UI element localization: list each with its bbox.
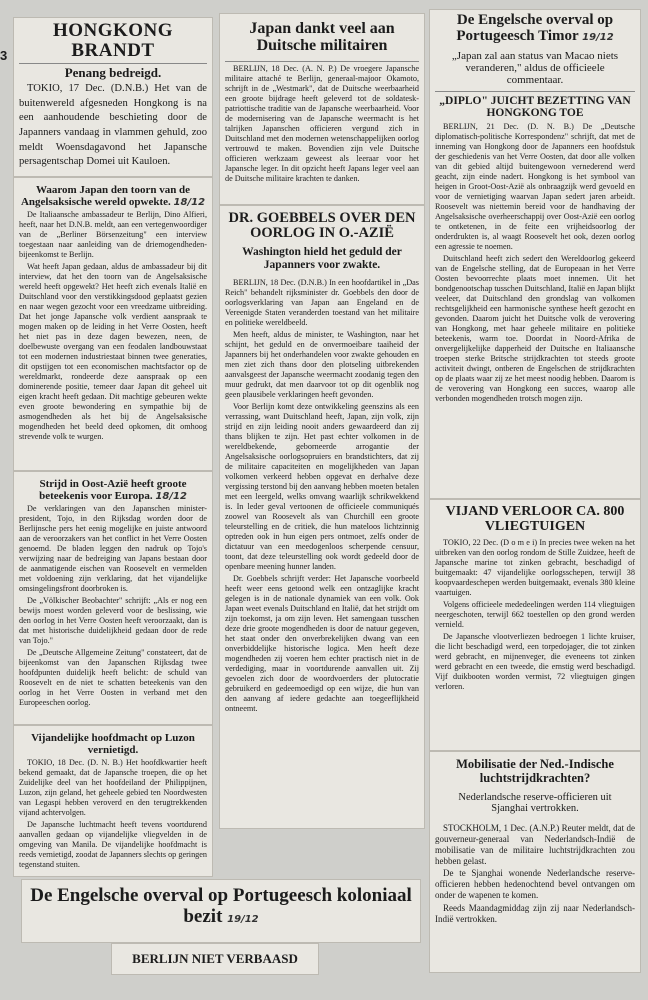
subhead-reserve-officieren: Nederlandsche reserve-officieren uit Sjanghai vertrokken. [458,791,612,815]
clipping-japan-dankt [220,14,424,204]
clipping-mobilisatie [430,752,640,972]
headline-mobilisatie: Mobilisatie der Ned.-Indische luchtstrijdkrachten? [456,757,614,785]
headline-waarom-japan: Waarom Japan den toorn van de Angelsaksische wereld opwekte. 18/12 [20,184,206,209]
headline-vijand-verloor: VIJAND VERLOOR CA. 800 VLIEGTUIGEN [445,504,625,534]
article-body-strijd: De verklaringen van den Japanschen minister-president, Tojo, in den Rijksdag worden door de Berlijnsche pers het eenig mogelijke en juiste antwoord aan de veroorzakers van het conflict in het Verre Oosten genoemd. De bladen leggen den nadruk op Tojo's verwijzing naar de bedreiging van Japans bestaan door de aanmatigende eischen van Roosevelt en vermelden met voldoening zijn verklaring, dat het vijandelijke omsingelingsfront doorbroken is. De „Völkischer Beobachter" schrijft: „Als er nog een bewijs moest worden geleverd voor de beslissing, wie den oorlog in het Verre Oosten heeft veroorzaakt, dan is dat met historische duidelijkheid gedaan door de rede van Tojo." De „Deutsche Allgemeine Zeitung" constateert, dat de bijeenkomst van den Japanschen Rijksdag twee hoofdpunten duidelijk heeft belicht: de schuld van Roosevelt en de niet te schatten beteekenis van den oorlog in het Verre Oosten in verband met den Europeeschen oorlog. [19,504,207,708]
handwritten-date-note: 18/12 [155,491,187,503]
clipping-vijand-verloor [430,500,640,750]
divider [19,63,207,64]
headline-luzon: Vijandelijke hoofdmacht op Luzon vernietigd. [31,732,195,757]
handwritten-date-note: 18/12 [173,197,206,209]
article-body-goebbels: BERLIJN, 18 Dec. (D.N.B.) In een hoofdartikel in „Das Reich" behandelt rijksminister dr. Goebbels den door de oorlogsverklaring van Japan aan Engeland en de Vereenigde Staten veranderden toestand van het militaire en politieke wereldbeeld. Men heeft, aldus de minister, te Washington, naar het schijnt, het geduld en de onvermoeibare taaiheid der Japanners bij het onderhandelen voor zwakte gehouden en men ziet zich thans door den plotseling uitbrekenden aanvalsgeest der Japansche weermacht zoodanig tegen den muur gedrukt, dat men daarvoor tot op dit ogenblik nog geen plausibele verklaringen heeft gevonden. Voor Berlijn komt deze ontwikkeling geenszins als een verrassing, want Duitschland heeft, Japan, zijn volk, zijn strijd en zijn leiding nooit anders gewaardeerd dan zij thans blijken te zijn. Het past echter volkomen in de wereldbekende, geborneerde arrogantie der Angelsaksische oorlogsopruiers en brandstichters, dat zij de militaire capaciteiten en mogelijkheden van Japan volkomen verkeerd hebben opgevat en derhalve deze vergissing terstond bij den aanvang hebben moeten betalen met een leergeld, welks omvang waarlijk schrikwekkend is. In leder geval vertoonen de officieele communiqués zoowel van Roosevelt als van Churchill een groote teleurstelling en de critiek, die hun mateloos lichtzinnig optreden ook in hun eigen pers ontmoet, zelfs onder de dictatuur van een meedogenloos scherpende censuur, toont, dat deze teleurstelling ook wordt gedeeld door de openbare meening hunner landen. Dr. Goebbels schrijft verder: Het Japansche voorbeeld heeft weer eens getoond welk een ontzaglijke kracht gelegen is in de nationale dynamiek van een volk. Ook Japan weet evenals Duitschland en Italië, dat het strijdt om zijn toekomst, ja om zijn leven. Het samengaan tusschen deze drie groote mogendheden is door de natuur gegeven, het staat onder den onverbrekelijken dwang van een onverbiddelijke historische logica. Men heeft deze mogendheden zij voeren hem echter practisch niet in de verdediging, maar in voortdurende aanvallen uit. Zij gevoelen zich door de woordvoerders der plutocratie gebruikerd en gedeemoedigd op een wijze, die hun van den aanvang af iedere gedachte aan toegeeflijkheid ontneemt. [225,277,419,713]
headline-hongkong-brandt: HONGKONG BRANDT [52,20,174,61]
subhead-washington: Washington hield het geduld der Japanners voor zwakte. [242,246,402,272]
headline-koloniaal-bezit: De Engelsche overval op Portugeesch koloniaal bezit 19/12 [30,885,412,928]
divider [225,61,419,62]
page-marker: 3 [0,48,8,63]
subhead-berlijn-niet-verbaasd: BERLIJN NIET VERBAASD [132,951,298,966]
headline-timor: De Engelsche overval op Portugeesch Timor 19/12 [456,12,614,44]
clipping-waarom-japan [14,178,212,470]
article-body-mobilisatie: STOCKHOLM, 1 Dec. (A.N.P.) Reuter meldt, dat de gouverneur-generaal van Nederlandsch-Indië de mobilisatie van de militaire luchtstrijdkrachten zou hebben gelast. De te Sjanghai wonende Nederlandsche reserve-officieren hebben hedenochtend bevel ontvangen om onder de wapenen te komen. Reeds Maandagmiddag zijn zij naar Nederlandsch-Indië vertrokken. [435,822,635,925]
headline-japan-dankt: Japan dankt veel aan Duitsche militairen [249,20,395,54]
section-head-diplo: „DIPLO" JUICHT BEZETTING VAN HONGKONG TOE [439,94,631,120]
article-body-hongkong: TOKIO, 17 Dec. (D.N.B.) Het van de buitenwereld afgesneden Hongkong is na een aanhoudende beschieting door de Japanners vandaag in vlammen gehuld, zoo meldt Woensdagavond het Japansche persagentschap Domei uit Kauloen. [19,83,207,168]
divider [435,91,635,92]
clipping-hongkong-brandt [14,18,212,176]
article-body-timor: BERLIJN, 21 Dec. (D. N. B.) De „Deutsche diplomatisch-politische Korrespondenz" schrijft, dat met de inneming van Hongkong door de Japanners een hoofdstuk der geschiedenis van het Verre Oosten, dat door alle volken van dit gebied altijd buitengewoon vernederend werd geacht, zijn einde nadert. Hongkong is het symbool van heigen in Groot-Oost-Azië als onbraagzijk werd gevoeld en voor de vernietiging waarvan Japan sedert jaren arbeidt. Roosevelt was niettemin bereid voor de handhaving der Angelsaksische overheerschappij over Oost-Azië een oorlog te ontketenen, in de feite een vrijheidsoorlog der onderdrukten is, al waagt Roosevelt het ook, dezen oorlog een agressie te noemen. Duitschland heeft zich sedert den Wereldoorlog gekeerd van de Engelsche stelling, dat de Europeaan in het Verre Oosten bevoorrechte plaats moet innemen. Uit het bondgenootschap tusschen Duitschland, Italië en Japan blijkt veeleer, dat Duitschland den grondslag van volkomen rechtsgelijkheid een harmonische synthese heeft gezocht en gevonden. Daarom juicht het Duitsche volk de verovering van Hongkong, met haar geheele militaire en politieke beteekenis, warm toe. Doordat in Noord-Afrika de onvergelijkelijke dapperheid der Duitsche en Italiaansche troepen sterke Britsche strijdkrachten tot steeds groote activiteit dwingt, ontberen de Engelschen de strijdkrachten op de plaats waar zij ze het meest noodig hebben. Daarom is de verovering van Hongkong een succes, waarop alle verbonden mogendheden trotsch mogen zijn. [435,122,635,404]
article-body-luzon: TOKIO, 18 Dec. (D. N. B.) Het hoofdkwartier heeft bekend gemaakt, dat de Japansche troepen, die op het Zuidelijke deel van het hoofdeiland der Philippijnen, Luzon, zijn geland, het geheele gebied ten Noordwesten van Legaspi hebben veroverd en den terugtrekkenden vijand achtervolgen. De Japansche luchtmacht heeft tevens voortdurend aanvallen gedaan op vijandelijke vliegvelden in de omgeving van Manila. De vijandelijke hoofdmacht is reeds vernietigd, zoodat de Japanners slechts op geringen tegenstand stuiten. [19,758,207,870]
clipping-strijd-oost-azie [14,472,212,724]
clipping-berlijn-niet-verbaasd [112,944,318,974]
clipping-timor [430,10,640,498]
clipping-goebbels [220,206,424,828]
subhead-penang: Penang bedreigd. [64,64,162,80]
subhead-macao: „Japan zal aan status van Macao niets veranderen," aldus de officieele commentaar. [451,49,619,86]
handwritten-date-note: 19/12 [227,914,259,926]
clipping-koloniaal-bezit [22,880,420,942]
headline-strijd-oost-azie: Strijd in Oost-Azië heeft groote beteekenis voor Europa. 18/12 [39,478,187,503]
article-body-vijand: TOKIO, 22 Dec. (D o m e i) In precies twee weken na het uitbreken van den oorlog rondom de Stille Zuidzee, heeft de Japansche marine tot zinken gebracht, beschadigd of buitgemaakt: 47 vijandelijke oorlogsschepen, terwijl 38 koopvaardeschepen werden buitgemaakt, evenals 380 kleine vaartuigen. Volgens officieele mededeelingen werden 114 vliegtuigen neergeschoten, terwijl 662 toestellen op den grond werden vernield. De Japansche vlootverliezen bedroegen 1 lichte kruiser, die licht beschadigd werd, een torpedojager, die tot zinken werd gebracht, en mijnenveger, die eveneens tot zinken werd gebracht en een tweede, die ernstig werd beschadigd. Vijf duikbooten worden vermist, 72 vliegtuigen gingen verloren. [435,538,635,692]
article-body-japan-dankt: BERLIJN, 18 Dec. (A. N. P.) De vroegere Japansche militaire attaché te Berlijn, generaal-majoor Okamoto, schrijft in de „Westmark", dat de Duitsche weerbaarheid een groote bijdrage heeft geleverd tot de soldatesk-patriottische traditie van de Japansche weerbaarheid. Voor de modernisering van de Japansche weermacht is het talrijken Japanschen officieren vergund zich in Duitschland met den modernen wetenschappelijken oorlog vertrouwd te maken. Bovendien zijn vele Duitsche officieren werkzaam geweest als leeraar voor het Japansche leger. In dit opzicht heeft Japans leger veel aan de Duitsche militaire krachten te danken. [225,63,419,183]
handwritten-date-note: 19/12 [582,31,614,43]
article-body-waarom: De Italiaansche ambassadeur te Berlijn, Dino Alfieri, heeft, naar het D.N.B. meldt, aan een vertegenwoordiger van de „Berliner Börsenzeitung" een interview toegestaan naar aanleiding van de driemogendheden-bijeenkomst te Berlijn. Wat heeft Japan gedaan, aldus de ambassadeur bij dit interview, dat het den toorn van de Angelsaksische wereld heeft opgewekt? Het heeft zich evenals Italië en Duitschland voor den verstikkingsdood geplaatst gezien en naar wegen gezocht voor een vreedzame uitbreiding. Dat het jonge Japansche volk verdient aanspraak te mogen maken op de leiding in het Verre Oosten, heeft het niet pas in deze dagen bewezen, neen, de doelbewuste overgang van een feodalen landbouwstaat tot een modernen industriestaat binnen twee generaties, dit opstijgen tot een economischen machtsfactor op de wereldmarkt, rondeerde deze aanspraak op een dominerende positie, temeer daar Japan dit geheel uit eigen kracht heeft gedaan. Dit machtige gebeuren wekte even groote bewondering en sympathie bij de asmogendheden als het bij de Angelsaksische mogendheden het beeld deed opkomen, dit omhoog strevende volk te wurgen. [19,210,207,442]
clipping-luzon [14,726,212,876]
headline-goebbels: DR. GOEBBELS OVER DEN OORLOG IN O.-AZIË [228,210,416,242]
